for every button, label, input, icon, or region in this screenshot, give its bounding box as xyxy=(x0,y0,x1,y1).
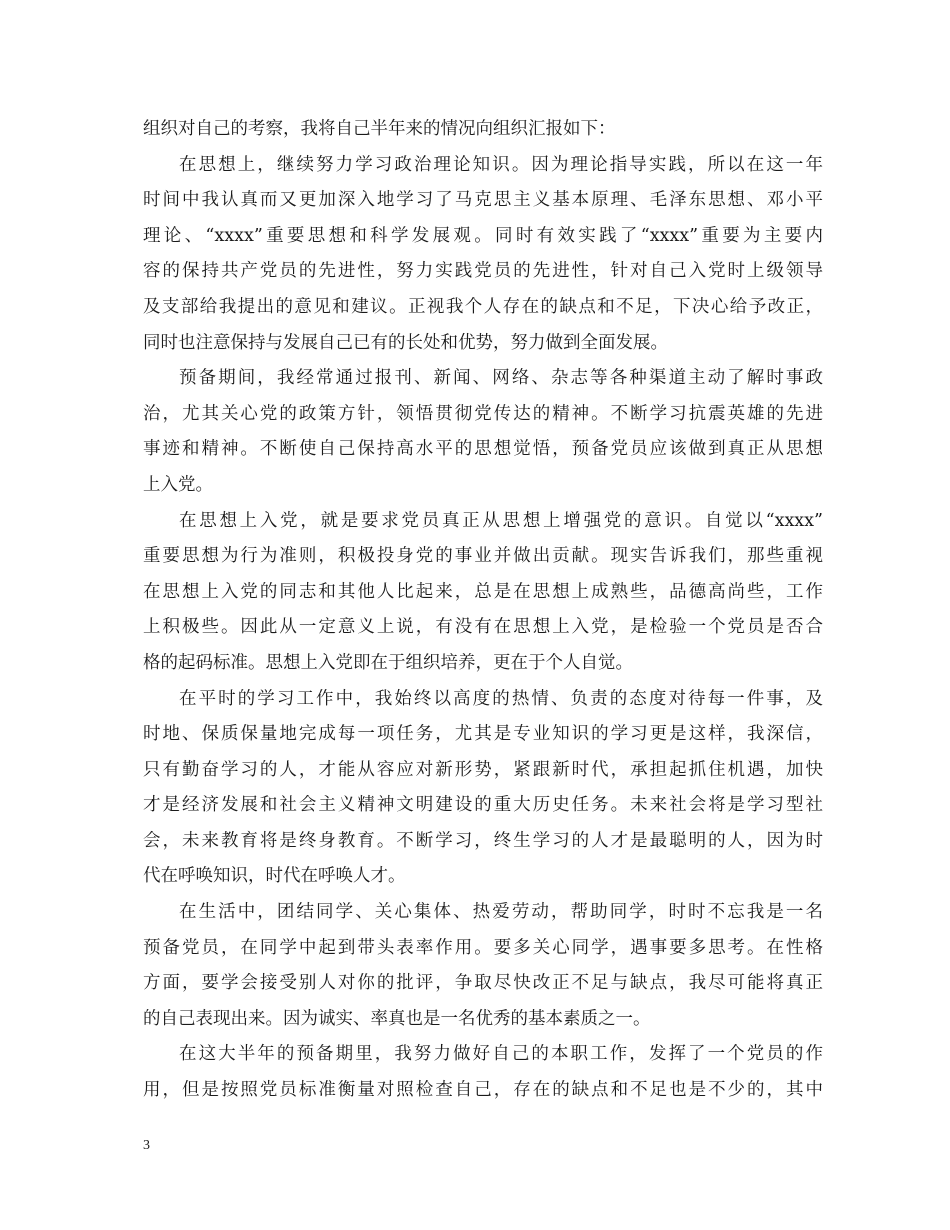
text-line: 在生活中，团结同学、关心集体、热爱劳动，帮助同学，时时不忘我是一名 xyxy=(179,902,823,923)
text-line: 上入党。 xyxy=(143,474,213,495)
text-line: 时间中我认真而又更加深入地学习了马克思主义基本原理、毛泽东思想、邓小平 xyxy=(143,190,823,211)
text-line: 的自己表现出来。因为诚实、率真也是一名优秀的基本素质之一。 xyxy=(143,1008,651,1029)
text-line: 在平时的学习工作中，我始终以高度的热情、负责的态度对待每一件事，及 xyxy=(179,688,823,709)
text-line: 组织对自己的考察，我将自己半年来的情况向组织汇报如下： xyxy=(143,119,616,139)
text-line: 治，尤其关心党的政策方针，领悟贯彻党传达的精神。不断学习抗震英雄的先进 xyxy=(143,403,823,424)
text-line: 在这大半年的预备期里，我努力做好自己的本职工作，发挥了一个党员的作 xyxy=(179,1044,823,1065)
text-line: 同时也注意保持与发展自己已有的长处和优势，努力做到全面发展。 xyxy=(143,332,668,353)
text-line: 预备党员，在同学中起到带头表率作用。要多关心同学，遇事要多思考。在性格 xyxy=(143,937,823,958)
text-line: 容的保持共产党员的先进性，努力实践党员的先进性，针对自己入党时上级领导 xyxy=(143,261,823,282)
text-line: 在思想上，继续努力学习政治理论知识。因为理论指导实践，所以在这一年 xyxy=(179,154,823,175)
text-line: 格的起码标准。思想上入党即在于组织培养，更在于个人自觉。 xyxy=(143,652,633,673)
page-number: 3 xyxy=(143,1138,150,1153)
text-line: 只有勤奋学习的人，才能从容应对新形势，紧跟新时代，承担起抓住机遇，加快 xyxy=(143,759,823,780)
text-line: 事迹和精神。不断使自己保持高水平的思想觉悟，预备党员应该做到真正从思想 xyxy=(143,439,823,460)
text-line: 上积极些。因此从一定意义上说，有没有在思想上入党，是检验一个党员是否合 xyxy=(143,617,823,638)
text-line: 重要思想为行为准则，积极投身党的事业并做出贡献。现实告诉我们，那些重视 xyxy=(143,546,823,567)
text-line: 代在呼唤知识，时代在呼唤人才。 xyxy=(143,866,406,887)
text-line: 方面，要学会接受别人对你的批评，争取尽快改正不足与缺点，我尽可能将真正 xyxy=(143,973,823,994)
document-body xyxy=(143,112,823,1109)
text-line: 理论、“xxxx”重要思想和科学发展观。同时有效实践了“xxxx”重要为主要内 xyxy=(143,225,823,246)
text-line: 及支部给我提出的意见和建议。正视我个人存在的缺点和不足，下决心给予改正， xyxy=(143,296,823,317)
text-line: 会，未来教育将是终身教育。不断学习，终生学习的人才是最聪明的人，因为时 xyxy=(143,830,823,851)
text-line: 时地、保质保量地完成每一项任务，尤其是专业知识的学习更是这样，我深信， xyxy=(143,724,823,745)
text-line: 用，但是按照党员标准衡量对照检查自己，存在的缺点和不足也是不少的，其中 xyxy=(143,1080,823,1101)
text-line: 在思想上入党的同志和其他人比起来，总是在思想上成熟些，品德高尚些，工作 xyxy=(143,581,823,602)
text-line: 在思想上入党，就是要求党员真正从思想上增强党的意识。自觉以“xxxx” xyxy=(179,510,823,531)
text-line: 预备期间，我经常通过报刊、新闻、网络、杂志等各种渠道主动了解时事政 xyxy=(179,368,823,389)
text-line: 才是经济发展和社会主义精神文明建设的重大历史任务。未来社会将是学习型社 xyxy=(143,795,823,816)
